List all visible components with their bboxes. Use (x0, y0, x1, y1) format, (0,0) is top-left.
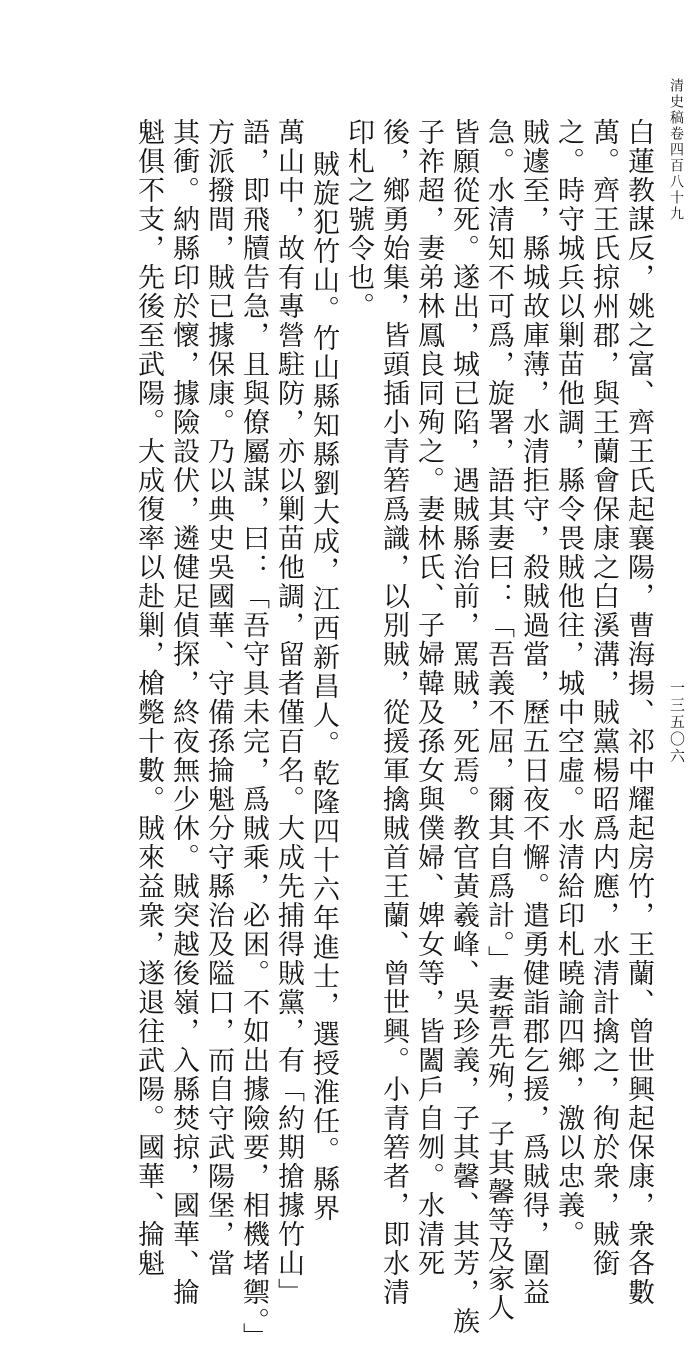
running-header: 清史稿卷四百八十九 (668, 78, 684, 222)
text-column-9: 印札之號令也。 (343, 118, 374, 321)
text-column-14: 其衝。納縣印於懷，據險設伏，遴健足偵探，終夜無少休。賊突越後嶺，入縣焚掠，國華、掄 (168, 118, 199, 1307)
text-column-13: 方派撥間，賊已據保康。乃以典史吳國華、守備孫掄魁分守縣治及隘口，而自守武陽堡，當 (203, 118, 234, 1278)
text-column-8: 後，鄉勇始集，皆頭插小青箬爲識，以別賊，從援軍擒賊首王蘭、曾世興。小青箬者，即水清 (378, 118, 409, 1307)
text-column-3: 之。時守城兵以剿苗他調，縣令畏賊他往，城中空虛。水清給印札曉諭四鄉，激以忠義。 (553, 118, 584, 1249)
text-column-4: 賊遽至，縣城故庫薄，水清拒守，殺賊過當，歷五日夜不懈。遣勇健詣郡乞援，爲賊得，圍益 (518, 118, 549, 1307)
text-column-6: 皆願從死。遂出，城已陷，遇賊縣治前，罵賊，死焉。教官黃羲峰、吳珍義，子其馨、其芳，族 (448, 118, 479, 1336)
text-column-11: 萬山中，故有專營駐防，亦以剿苗他調，留者僅百名。大成先捕得賊黨，有「約期搶據竹山」 (273, 118, 304, 1307)
text-column-12: 語，即飛牘告急，且與僚屬謀，曰：「吾守具未完，爲賊乘，必困。不如出據險要，相機堵禦。」 (238, 118, 269, 1352)
text-column-7: 子祚超，妻弟林鳳良同殉之。妻林氏、子婦韓及孫女與僕婦、婢女等，皆闔戶自刎。水清死 (413, 118, 444, 1278)
text-column-1: 白蓮教謀反，姚之富、齊王氏起襄陽，曹海揚、祁中耀起房竹，王蘭、曾世興起保康，衆各數 (623, 118, 654, 1307)
text-column-10: 賊旋犯竹山。竹山縣知縣劉大成，江西新昌人。乾隆四十六年進士，選授淮任。縣界 (308, 150, 339, 1223)
text-column-15: 魁俱不支，先後至武陽。大成復率以赴剿，槍斃十數。賊來益衆，遂退往武陽。國華、掄魁 (133, 118, 164, 1278)
text-column-2: 萬。齊王氏掠州郡，與王蘭會保康之白溪溝，賊黨楊昭爲内應，水清計擒之，徇於衆，賊銜 (588, 118, 619, 1278)
page-number: 一三五〇六 (668, 680, 686, 765)
text-column-5: 急。水清知不可爲，旋署，語其妻曰：「吾義不屈，爾其自爲計。」妻誓先殉，子其馨等及家人 (483, 118, 514, 1323)
